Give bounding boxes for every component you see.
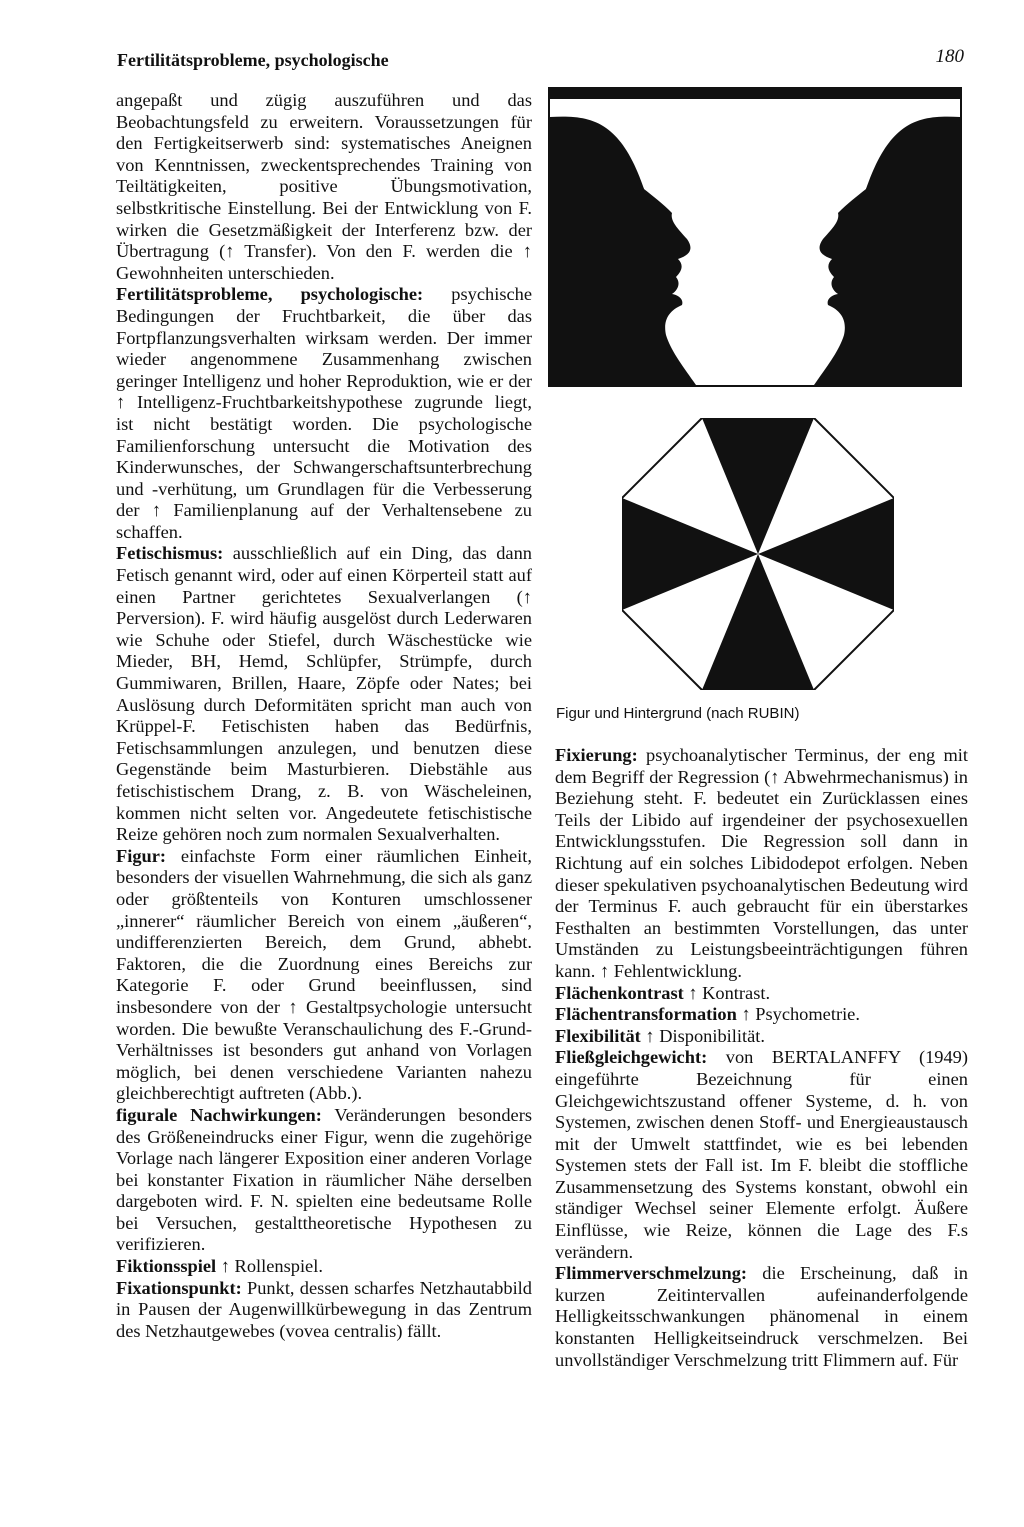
entry-fixierung [555,745,968,983]
entry-text: psychische Bedingungen der Fruchtbarkeit, die über das Fortpflanzungsverhalten wirksam werden. Der immer wieder angenommene Zusammenhang zwischen geringer Intelligenz und hoher Reproduktion, wie er der ↑ Intelligenz-Fruchtbarkeitshypothese zugrunde liegt, ist nicht bestätigt worden. Die psychologische Familienforschung untersucht die Motivation des Kinderwunsches, der Schwangerschaftsunterbrechung und -verhütung, um Grundlagen für die Verbesserung der ↑ Familienplanung auf der Verhaltensebene zu schaffen. [116,284,533,542]
entry-headword: Fließgleichgewicht: [555,1047,708,1068]
rubin-vase-image [550,89,960,385]
octagon-figure [622,418,894,690]
entry-headword: figurale Nachwirkungen: [116,1104,322,1125]
entry-headword: Flächenkontrast [555,982,684,1003]
entry-flaechenkontrast [555,983,968,1005]
entry-text: von BERTALANFFY (1949) eingeführte Bezeichnung für einen Gleichgewichtszustand offener Systeme, d. h. von Systemen, zwischen denen Stoff- und Energieaustausch mit der Umwelt stattfindet, wie es bei lebenden Systemen stets der Fall ist. Im F. bleibt die stoffliche Zusammensetzung des Systems konstant, obwohl ein ständiger Wechsel seiner Elemente erfolgt. Äußere Einflüsse, wie Reize, können die Lage des F.s verändern. [555,1047,968,1262]
entry-fetischismus [116,543,532,845]
entry-headword: Flächentransformation [555,1004,737,1025]
entry-headword: Flexibilität [555,1025,641,1046]
entry-figurale-nachwirkungen [116,1105,532,1256]
entry-text: ↑ Rollenspiel. [216,1256,323,1277]
entry-headword: Flimmerverschmelzung: [555,1263,748,1284]
entry-text: ↑ Disponibilität. [640,1025,765,1046]
entry-fertigkeit-continuation [116,90,532,284]
left-column [116,90,532,1342]
left-head-top [550,117,644,189]
entry-text: Punkt, dessen scharfes Netzhautabbild in Pausen der Augenwillkürbewegung in das Zentrum des Netzhautgewebes (vovea centralis) fällt. [116,1277,532,1341]
entry-text: Veränderungen besonders des Größeneindrucks einer Figur, wenn die zugehörige Vorlage nach längerer Exposition einer anderen Vorlage bei konstanter Fixation in räumlicher Nähe derselben dargeboten wird. F. N. spielten eine bedeutsame Rolle bei Versuchen, gestalttheoretische Hypothesen zu verifizieren. [116,1104,532,1255]
right-head-top [866,117,960,189]
entry-headword: Fixationspunkt: [116,1277,242,1298]
entry-headword: Fiktionsspiel [116,1256,217,1277]
entry-fiktionsspiel [116,1256,532,1278]
page-number: 180 [935,46,964,67]
entry-flimmerverschmelzung [555,1263,968,1371]
entry-text: ↑ Kontrast. [683,982,771,1003]
entry-headword: Figur: [116,845,167,866]
entry-fixationspunkt [116,1278,532,1343]
figure-caption: Figur und Hintergrund (nach RUBIN) [556,705,800,722]
entry-text: angepaßt und zügig auszuführen und das Beobachtungsfeld zu erweitern. Voraussetzungen für den Fertigkeitserwerb sind: systematisches Aneignen von Kenntnissen, zweckentsprechendes Training von Teiltätigkeiten, positive Übungsmotivation, selbstkritische Einstellung. Bei der Entwicklung von F. wirken die Gesetzmäßigkeit der Interferenz bzw. der Übertragung (↑ Transfer). Von den F. werden die ↑ Gewohnheiten unterschieden. [116,90,532,283]
octagon-image [622,418,894,690]
entry-text: die Erscheinung, daß in kurzen Zeitintervallen aufeinanderfolgende Helligkeitsschwankungen phänomenal in einem konstanten Helligkeitseindruck verschmelzen. Bei unvollständiger Verschmelzung tritt Flimmern auf. Für [555,1263,968,1370]
entry-text: ausschließlich auf ein Ding, das dann Fetisch genannt wird, oder auf einen Körperteil statt auf einen Partner gerichtetes Sexualverlangen (↑ Perversion). F. wird häufig ausgelöst durch Lederwaren wie Schuhe oder Stiefel, durch Wäschestücke wie Mieder, BH, Hemd, Schlüpfer, Strümpfe, durch Gummiwaren, Brillen, Haare, Zöpfe oder Nates; bei Auslösung durch Deformitäten spricht man auch von Krüppel-F. Fetischisten haben das Bedürfnis, Fetischsammlungen anzulegen, und benutzen diese Gegenstände beim Masturbieren. Diebstähle aus fetischistischem Drang, z. B. von Wäscheleinen, kommen nicht selten vor. Angedeutete fetischistische Reize gehören noch zum normalen Sexualverhalten. [116,543,532,845]
rubin-vase-figure [548,87,962,387]
right-column [555,745,968,1371]
entry-text: einfachste Form einer räumlichen Einheit, besonders der visuellen Wahrnehmung, die sich als ganz oder größtenteils von Konturen umschlossener „innerer“ räumlicher Bereich von einem „äußeren“, undifferenzierten Bereich, dem Grund, abhebt. Faktoren, die die Zuordnung eines Bereichs zur Kategorie F. oder Grund beeinflussen, sind insbesondere von der ↑ Gestaltpsychologie untersucht worden. Die bewußte Veranschaulichung des F.-Grund-Verhältnisses ist besonders gut anhand von Vorlagen möglich, bei denen verschiedene Varianten nahezu gleichberechtigt auftreten (Abb.). [116,845,532,1104]
entry-fertilitaetsprobleme [116,284,532,543]
entry-headword: Fertilitätsprobleme, psychologische: [116,284,424,305]
running-head: Fertilitätsprobleme, psychologische [117,50,389,70]
entry-fliessgleichgewicht [555,1047,968,1263]
entry-flexibilitaet [555,1026,968,1048]
entry-flaechentransformation [555,1004,968,1026]
entry-headword: Fixierung: [555,745,638,765]
entry-headword: Fetischismus: [116,543,224,564]
entry-text: ↑ Psychometrie. [736,1004,860,1025]
entry-text: psychoanalytischer Terminus, der eng mit dem Begriff der Regression (↑ Abwehrmechanismus) in Beziehung steht. F. bedeutet ein Zurücklassen eines Teils der Libido auf irgendeiner der psychosexuellen Entwicklungsstufen. Die Regression soll dann in Richtung auf ein solches Libidodepot erfolgen. Neben dieser spekulativen psychoanalytischen Bedeutung wird der Terminus F. auch gebraucht für ein überstarkes Festhalten an bestimmten Vorstellungen, das unter Umständen zu Leistungsbeeinträchtigungen führen kann. ↑ Fehlentwicklung. [555,745,968,981]
entry-figur [116,846,532,1105]
